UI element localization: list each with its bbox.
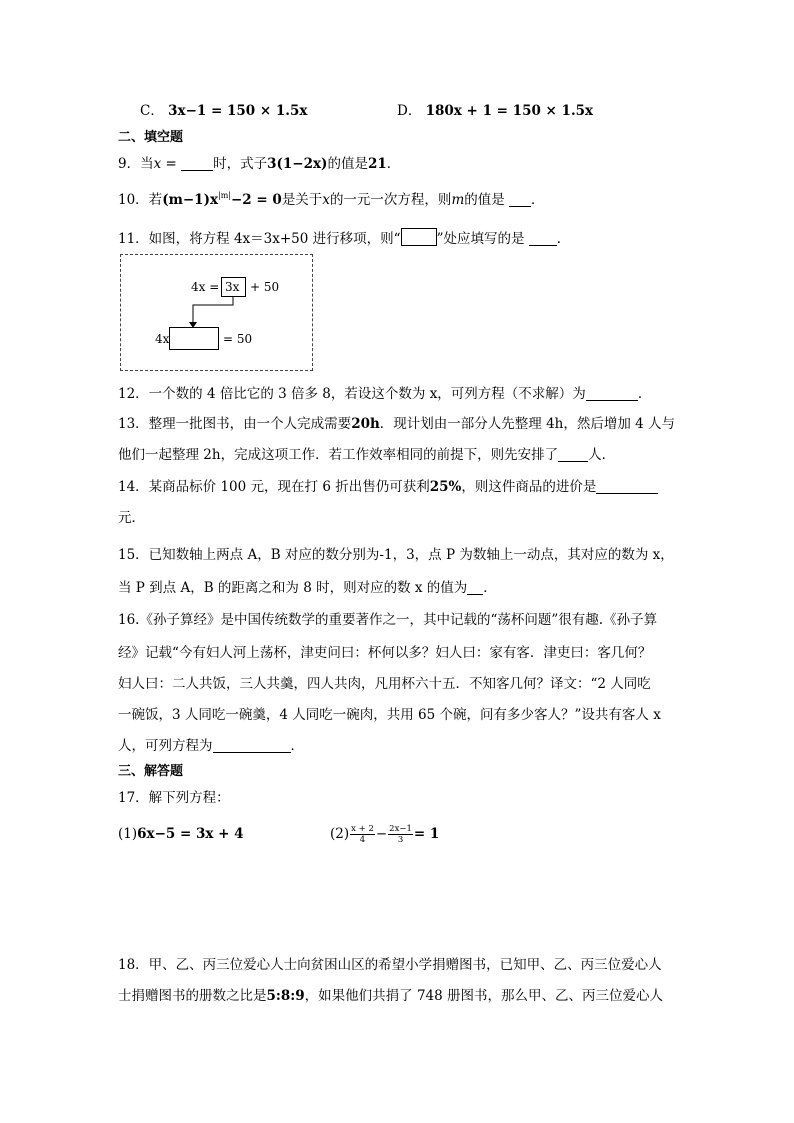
q13-hours: 20h xyxy=(351,416,380,432)
transposition-diagram xyxy=(120,254,313,371)
question-16-line-4: 一碗饭，3 人同吃一碗羹，4 人同吃一碗肉，共用 65 个碗，问有多少客人？”设共有客人 x xyxy=(118,707,661,723)
q17-part1-label: (1) xyxy=(118,826,138,842)
q17-part-2 xyxy=(330,824,439,845)
question-15-line-1: 15．已知数轴上两点 A，B 对应的数分别为-1，3，点 P 为数轴上一动点，其对应的数为 x， xyxy=(118,547,674,563)
diagram-highlight-box xyxy=(221,277,246,297)
question-18-line-2 xyxy=(118,986,663,1006)
q11-text-a: 11．如图，将方程 4x＝3x+50 进行移项，则“ xyxy=(118,231,401,247)
q14-percent: 25% xyxy=(429,479,462,495)
q9-answer-blank[interactable] xyxy=(181,156,213,171)
option-c-label: C． xyxy=(140,103,164,119)
q14-text-a: 14．某商品标价 100 元，现在打 6 折出售仍可获利 xyxy=(118,479,430,495)
q15-answer-blank[interactable] xyxy=(467,580,483,595)
q10-text-h: 的值是 xyxy=(464,192,510,208)
q16-answer-blank[interactable] xyxy=(213,738,291,753)
q18-ratio: 5:8:9 xyxy=(266,988,305,1004)
q16-text-a: 人，可列方程为 xyxy=(118,738,213,754)
diagram-answer-box xyxy=(169,327,219,350)
q18-text-a: 士捐赠图书的册数之比是 xyxy=(118,988,267,1004)
q17-part2-rhs: = 1 xyxy=(413,826,440,842)
q9-text-f: 的值是 xyxy=(327,156,368,172)
q10-period: ． xyxy=(531,192,545,208)
question-10 xyxy=(118,186,545,210)
q13-answer-blank[interactable] xyxy=(558,447,588,462)
q17-fraction-2-denominator: 3 xyxy=(397,835,404,845)
option-d-expression: 180x + 1 = 150 × 1.5x xyxy=(425,103,594,119)
q17-minus: − xyxy=(375,826,388,842)
q13-text-c: ．现计划由一部分人先整理 4h，然后增加 4 人与 xyxy=(379,416,676,432)
q10-var-m: m xyxy=(451,192,465,208)
q10-term: (m−1)x xyxy=(162,192,219,208)
question-17-title: 17．解下列方程： xyxy=(118,790,230,806)
question-14-line-2: 元． xyxy=(118,510,145,526)
q10-var-x: x xyxy=(322,192,330,208)
option-d xyxy=(397,101,593,121)
diagram-rhs-2: = 50 xyxy=(223,332,253,346)
q9-equals: = xyxy=(161,156,182,172)
option-c-expression: 3x−1 = 150 × 1.5x xyxy=(168,103,308,119)
question-9 xyxy=(118,154,400,174)
q11-period: ． xyxy=(556,231,571,247)
question-16-line-5 xyxy=(118,736,304,756)
q12-period: ． xyxy=(637,386,652,402)
q13-text-a: 13．整理一批图书，由一个人完成需要 xyxy=(118,416,352,432)
q15-text-a: 当 P 到点 A，B 的距离之和为 8 时，则对应的数 x 的值为 xyxy=(118,580,468,596)
q17-fraction-1-denominator: 4 xyxy=(359,835,366,845)
question-13-line-1 xyxy=(118,414,675,434)
q13-text-end: 人． xyxy=(588,447,616,463)
q16-period: ． xyxy=(290,738,304,754)
q17-part1-equation: 6x−5 = 3x + 4 xyxy=(137,826,244,842)
question-18-line-1: 18．甲、乙、丙三位爱心人士向贫困山区的希望小学捐赠图书，已知甲、乙、丙三位爱心人 xyxy=(118,957,662,973)
q15-period: ． xyxy=(483,580,497,596)
q9-text-d: 时，式子 xyxy=(213,156,268,172)
q14-text-c: ，则这件商品的进价是 xyxy=(461,479,597,495)
q10-text-d: 是关于 xyxy=(281,192,323,208)
q11-text-b: ”处应填写的是 xyxy=(436,231,529,247)
question-16-line-2: 经》记载“今有妇人河上荡杯，津吏问曰：杯何以多？妇人曰：家有客．津吏曰：客几何？ xyxy=(118,645,652,661)
q10-answer-blank[interactable] xyxy=(509,192,531,207)
q13-text-line2: 他们一起整理 2h，完成这项工作．若工作效率相同的前提下，则先安排了 xyxy=(118,447,559,463)
question-12 xyxy=(118,384,651,404)
q12-text: 12．一个数的 4 倍比它的 3 倍多 8，若设这个数为 x，可列方程（不求解）为 xyxy=(118,386,586,402)
q17-fraction-2 xyxy=(388,824,413,845)
q17-fraction-1-numerator: x + 2 xyxy=(351,824,374,834)
q9-var-x: x xyxy=(153,156,162,172)
question-11 xyxy=(118,228,570,249)
diagram-rhs: + 50 xyxy=(250,280,280,294)
question-15-line-2 xyxy=(118,578,497,598)
q10-text-f: 的一元一次方程，则 xyxy=(329,192,452,208)
option-d-label: D． xyxy=(397,103,422,119)
question-16-line-1: 16.《孙子算经》是中国传统数学的重要著作之一，其中记载的“荡杯问题”很有趣.《孙子算 xyxy=(118,612,658,628)
q18-text-c: ，如果他们共捐了 748 册图书，那么甲、乙、丙三位爱心人 xyxy=(304,988,664,1004)
question-14-line-1 xyxy=(118,477,658,497)
q14-answer-blank[interactable] xyxy=(596,479,658,494)
question-16-line-3: 妇人曰：二人共饭，三人共羹，四人共肉，凡用杯六十五．不知客几何？译文：“2 人同吃 xyxy=(118,676,651,692)
q10-text-a: 10．若 xyxy=(118,192,163,208)
option-c xyxy=(140,101,307,121)
q9-value: 21 xyxy=(367,156,387,172)
diagram-box-text: 3x xyxy=(225,280,240,294)
diagram-lhs-2: 4x xyxy=(155,332,170,346)
section-fill-in-title: 二、填空题 xyxy=(118,130,184,145)
q17-fraction-2-numerator: 2x−1 xyxy=(389,824,412,834)
q9-period: ． xyxy=(386,156,401,172)
q10-exponent: |m| xyxy=(218,191,231,200)
q12-answer-blank[interactable] xyxy=(586,386,638,401)
q11-empty-box xyxy=(401,228,437,246)
q10-term-rest: −2 = 0 xyxy=(231,192,282,208)
diagram-lhs: 4x = xyxy=(191,280,220,294)
q11-answer-blank[interactable] xyxy=(529,231,557,246)
diagram-arrow xyxy=(161,295,241,330)
q17-part-1 xyxy=(118,824,244,844)
q17-part2-label: (2) xyxy=(330,826,350,842)
q9-expression: 3(1−2x) xyxy=(267,156,328,172)
q9-text-a: 9．当 xyxy=(118,156,154,172)
section-solve-title: 三、解答题 xyxy=(118,764,184,779)
question-13-line-2 xyxy=(118,445,615,465)
q17-fraction-1 xyxy=(350,824,375,845)
